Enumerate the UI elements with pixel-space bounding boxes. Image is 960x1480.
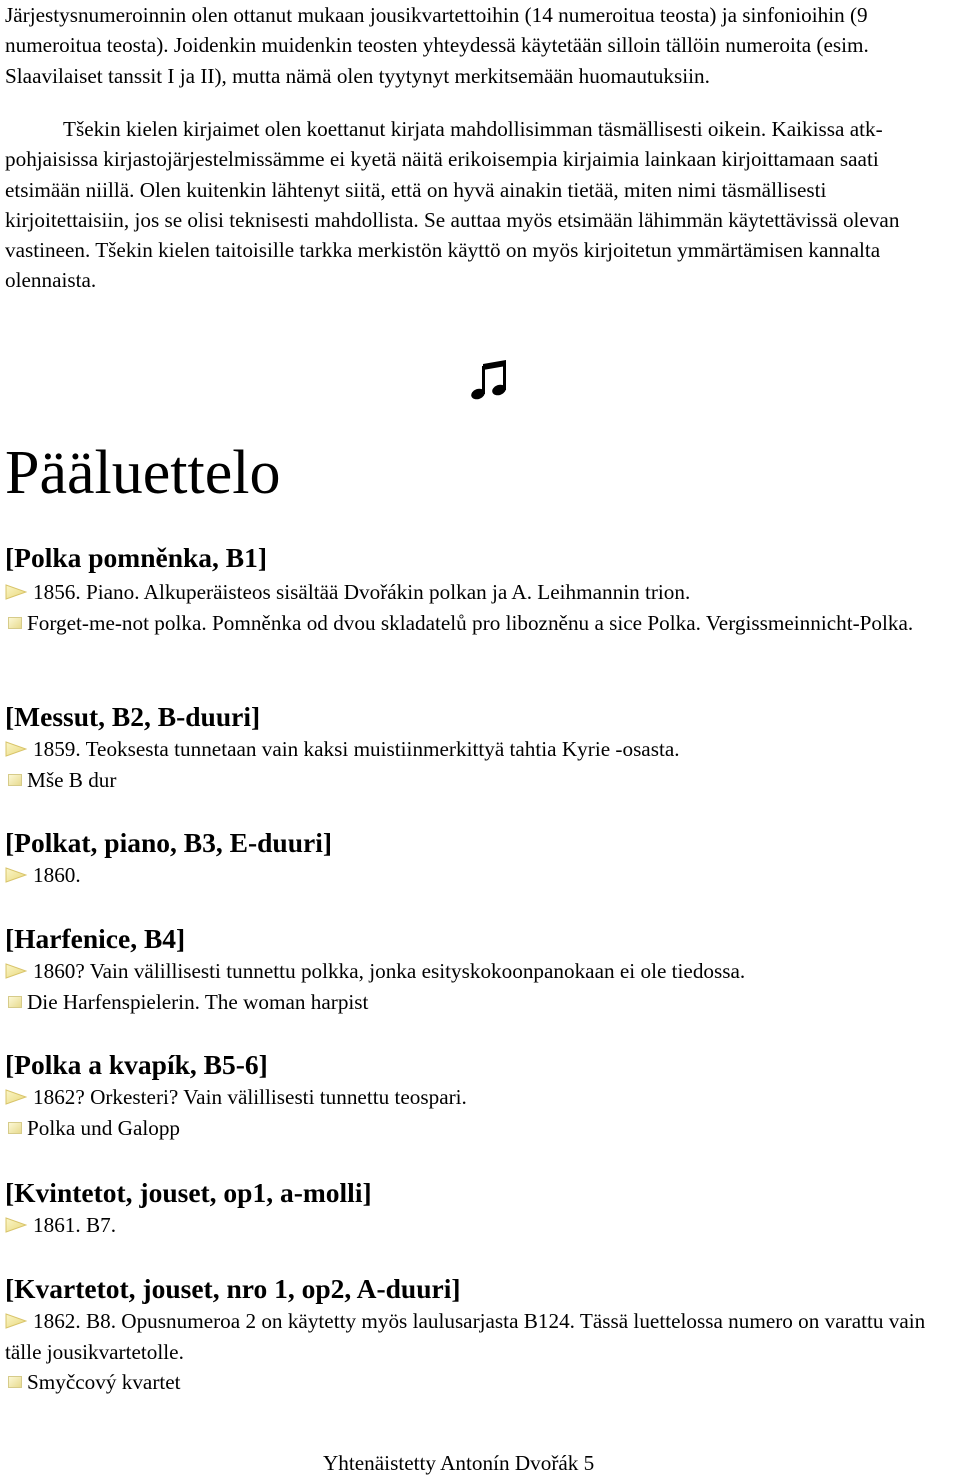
triangle-bullet-icon: [5, 963, 27, 979]
square-bullet-icon: [8, 1122, 22, 1134]
entry-title: [Kvartetot, jouset, nro 1, op2, A-duuri]: [5, 1273, 461, 1304]
entry-alt-title-line: [5, 608, 950, 639]
beamed-eighth-notes-icon: [470, 358, 510, 402]
entry-info-line: [5, 1306, 950, 1367]
entry-alt-title-line: [5, 765, 950, 796]
intro-text-2: Tšekin kielen kirjaimet olen koettanut kirjata mahdollisimman täsmällisesti oikein. Kaikissa atk-pohjaisissa kirjastojärjestelmissämme ei kyetä näitä erikoisempia kirjaimia lainkaan kirjoittamaan saati etsimään niillä. Olen kuitenkin lähtenyt siitä, että on hyvä ainakin tietää, miten nimi täsmällisesti kirjoitettaisiin, jos se olisi teknisesti mahdollista. Se auttaa myös etsimään lähimmän käytettävissä olevan vastineen. Tšekin kielen taitoisille tarkka merkistön käyttö on myös kirjoitetun ymmärtämisen kannalta olennaista.: [5, 117, 900, 293]
entry-info-text: 1860.: [33, 863, 81, 887]
entry-title: [Harfenice, B4]: [5, 923, 186, 954]
entry-alt-title-text: Polka und Galopp: [27, 1115, 181, 1140]
entry-alt-title-text: Die Harfenspielerin. The woman harpist: [27, 989, 369, 1014]
entry-alt-title-text: Mše B dur: [27, 767, 117, 792]
triangle-bullet-icon: [5, 741, 27, 757]
triangle-bullet-icon: [5, 867, 27, 883]
entry-alt-title-text: Forget-me-not polka. Pomněnka od dvou skladatelů pro libozněnu a sice Polka. Vergissmeinnicht-Polka.: [27, 610, 914, 635]
triangle-bullet-icon: [5, 584, 27, 600]
entry-info-text: 1860? Vain välillisesti tunnettu polkka, jonka esityskokoonpanokaan ei ole tiedossa.: [33, 959, 746, 983]
entry-info-text: 1862. B8. Opusnumeroa 2 on käytetty myös laulusarjasta B124. Tässä luettelossa numero on varattu vain tälle jousikvartetolle.: [5, 1309, 926, 1364]
page-footer: Yhtenäistetty Antonín Dvořák 5: [323, 1451, 595, 1475]
entry-alt-title-line: [5, 1367, 950, 1398]
catalog-entry: [5, 1176, 950, 1241]
entry-info-line: [5, 734, 950, 765]
entry-alt-title-text: Smyčcový kvartet: [27, 1370, 181, 1394]
entry-info-line: [5, 956, 950, 987]
entry-info-line: [5, 577, 950, 608]
entry-title: [Polkat, piano, B3, E-duuri]: [5, 827, 333, 858]
square-bullet-icon: [8, 1376, 22, 1388]
catalog-entry: [5, 1048, 950, 1143]
catalog-entry: [5, 1272, 950, 1398]
intro-paragraph-1: [5, 0, 945, 91]
entry-title: [Messut, B2, B-duuri]: [5, 701, 261, 732]
catalog-entry: [5, 700, 950, 795]
entry-info-text: 1862? Orkesteri? Vain välillisesti tunnettu teospari.: [33, 1085, 467, 1109]
square-bullet-icon: [8, 617, 22, 629]
entry-info-text: 1859. Teoksesta tunnetaan vain kaksi muistiinmerkittyä tahtia Kyrie -osasta.: [33, 737, 680, 761]
intro-text-1: Järjestysnumeroinnin olen ottanut mukaan jousikvartettoihin (14 numeroitua teosta) ja sinfonioihin (9 numeroitua teosta). Joidenkin muidenkin teosten yhteydessä käytetään silloin tällöin numeroita (esim. Slaavilaiset tanssit I ja II), mutta nämä olen tyytynyt merkitsemään huomautuksiin.: [5, 3, 869, 88]
catalog-entry: [5, 541, 950, 638]
square-bullet-icon: [8, 996, 22, 1008]
catalog-entry: [5, 826, 950, 891]
triangle-bullet-icon: [5, 1313, 27, 1329]
triangle-bullet-icon: [5, 1089, 27, 1105]
square-bullet-icon: [8, 774, 22, 786]
entry-title: [Kvintetot, jouset, op1, a-molli]: [5, 1177, 372, 1208]
entry-title: [Polka a kvapík, B5-6]: [5, 1049, 268, 1080]
entry-info-text: 1856. Piano. Alkuperäisteos sisältää Dvořákin polkan ja A. Leihmannin trion.: [33, 580, 691, 604]
main-catalog-heading: Pääluettelo: [5, 439, 281, 507]
triangle-bullet-icon: [5, 1217, 27, 1233]
entry-alt-title-line: [5, 987, 950, 1018]
catalog-entry: [5, 922, 950, 1017]
entry-alt-title-line: [5, 1113, 950, 1144]
intro-paragraph-2: [5, 114, 950, 296]
entry-info-line: [5, 1210, 950, 1241]
entry-info-text: 1861. B7.: [33, 1213, 116, 1237]
entry-title: [Polka pomněnka, B1]: [5, 542, 268, 573]
entry-info-line: [5, 860, 950, 891]
entry-info-line: [5, 1082, 950, 1113]
